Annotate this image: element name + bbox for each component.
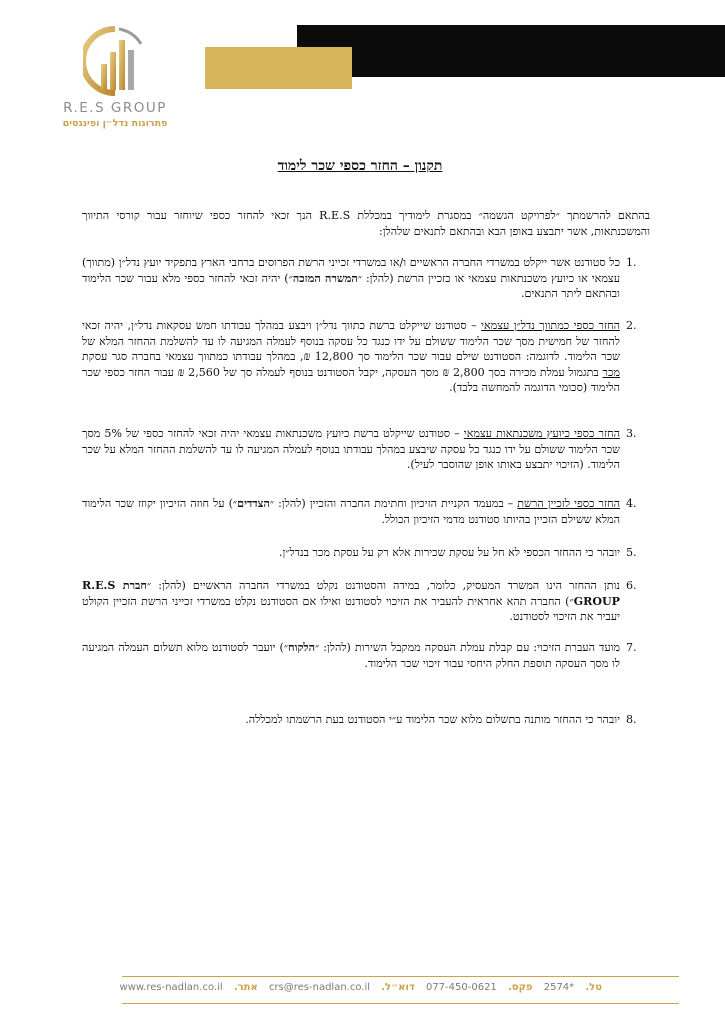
clause-3: 3. החזר כספי כיועץ משכנתאות עצמאי – סטודנט שייקלט ברשת כיועץ משכנתאות עצמאי יהיה זכאי להחזר כספי של 5% מסך שכר הלימוד ששולם על ידו כנגד כל עסקה שיבצע במהלך עבודתו בנוסף לעמלה המגיעה לו עד להשלמת ההחזר המלא על שכר הלימוד. (הזיכוי יתבצע באותו אופן שהוסבר לעיל).: [82, 426, 620, 473]
clause-number: 8.: [626, 713, 637, 726]
phone-number: *2574: [543, 982, 575, 993]
clause-4: 4. החזר כספי לזכיין הרשת – במעמד הקניית הזיכיון וחתימת החברה והזכיין (להלן: ״הצדדים״) על חוזה הזיכיון יקוזז שכר הלימוד המלא ששילם הזכיין בהיותו סטודנט מדמי הזיכיון הכולל.: [82, 496, 620, 527]
logo-name: R.E.S GROUP: [63, 100, 167, 116]
email-link[interactable]: crs@res-nadlan.co.il: [268, 982, 371, 993]
fax-label: פקס.: [507, 982, 533, 993]
company-logo: [40, 26, 190, 151]
phone-label: טל.: [585, 982, 602, 993]
clause-2: 2. החזר כספי כמתווך נדל״ן עצמאי – סטודנט שייקלט ברשת כתווך נדל״ן ויבצע במהלך עבודתו חמש עסקאות נדל״ן, יהיה זכאי להחזר של חמישית מסך שכר הלימוד ששולם על ידו כנגד כל עסקה בנוסף לעמלה המגיעה לו עד להשלמת ההחזר המלא של שכר הלימוד. לדוגמה: הסטודנט שילם עבור שכר הלימוד סך 12,800 ₪, במהלך עבודתו כמתווך עצמאי בחברה סגר עסקת מכר בתגמול עמלת מכירה בסך 2,800 ₪ מסך העסקה, יקבל הסטודנט בנוסף לעמלה סך של 2,560 ₪ עבור החזר כספי שכר הלימוד (סכומי הדוגמה להמחשה בלבד).: [82, 318, 620, 396]
clause-number: 7.: [626, 641, 637, 654]
intro-paragraph: בהתאם להרשמתך ״לפרויקט הגשמה״ במסגרת לימודיך במכללת R.E.S הנך זכאי להחזר כספי שיוחזר עבור קורסי התיווך והמשכנתאות, אשר יתבצע באופן הבא ובהתאם לתנאים שלהלן:: [82, 209, 650, 238]
logo-tagline: פתרונות נדל״ן ופיננסים: [62, 118, 168, 129]
clause-6: 6. נותן ההחזר הינו המשרד המעסיק, כלומר, במידה והסטודנט נקלט במשרדי החברה הראשיים (להלן: ״חברת R.E.S GROUP״) החברה תהא אחראית להעביר את הזיכוי לסטודנט ואילו אם הסטודנט נקלט במשרדי זכייני הרשת הזכיין הקולט יעביר את הזיכוי לסטודנט.: [82, 578, 620, 625]
clause-number: 6.: [626, 579, 637, 592]
website-link[interactable]: www.res-nadlan.co.il: [119, 982, 223, 993]
fax-number: 077-450-0621: [425, 982, 497, 993]
clause-number: 2.: [626, 319, 637, 332]
footer-divider-bottom: [122, 1003, 679, 1004]
website-label: אתר.: [233, 982, 258, 993]
clause-number: 5.: [626, 546, 637, 559]
clause-5: 5. יובהר כי ההחזר הכספי לא חל על עסקת שכירות אלא רק על עסקת מכר בנדל״ן.: [82, 545, 620, 561]
header-black-bar: [297, 25, 725, 77]
footer-divider-top: [122, 976, 679, 977]
footer-contact: [119, 982, 602, 998]
clause-heading: החזר כספי לזכיין הרשת: [517, 497, 620, 510]
clause-number: 1.: [626, 256, 637, 269]
email-label: דוא״ל.: [381, 982, 415, 993]
clause-7: 7. מועד העברת הזיכוי: עם קבלת עמלת העסקה ממקבל השירות (להלן: ״הלקוח״) יועבר לסטודנט מלוא תשלום העמלה המגיעה לו מסך העסקה תוספת החלק היחסי עבור זיכוי שכר הלימוד.: [82, 640, 620, 671]
clause-heading: החזר כספי כמתווך נדל״ן עצמאי: [481, 319, 620, 332]
clause-8: 8. יובהר כי ההחזר מותנה בתשלום מלוא שכר הלימוד ע״י הסטודנט בעת הרשמתו למכללה.: [82, 712, 620, 728]
logo-building-icon: [83, 26, 147, 98]
clause-number: 3.: [626, 427, 637, 440]
clause-heading: החזר כספי כיועץ משכנתאות עצמאי: [463, 427, 620, 440]
document-title: תקנון – החזר כספי שכר לימוד: [277, 158, 443, 174]
clause-1: 1. כל סטודנט אשר ייקלט במשרדי החברה הראשיים ו/או במשרדי זכייני הרשת הפרוסים ברחבי הארץ בתפקיד יועץ נדל״ן (מתווך) עצמאי או כיועץ משכנתאות עצמאי או כזכיין הרשת (להלן: ״המשרה המזכה״) יהיה זכאי להחזר כספי מלא עבור שכר הלימוד ובהתאם ליתר התנאים.: [82, 255, 620, 302]
header-gold-bar: [205, 47, 352, 89]
clause-number: 4.: [626, 497, 637, 510]
